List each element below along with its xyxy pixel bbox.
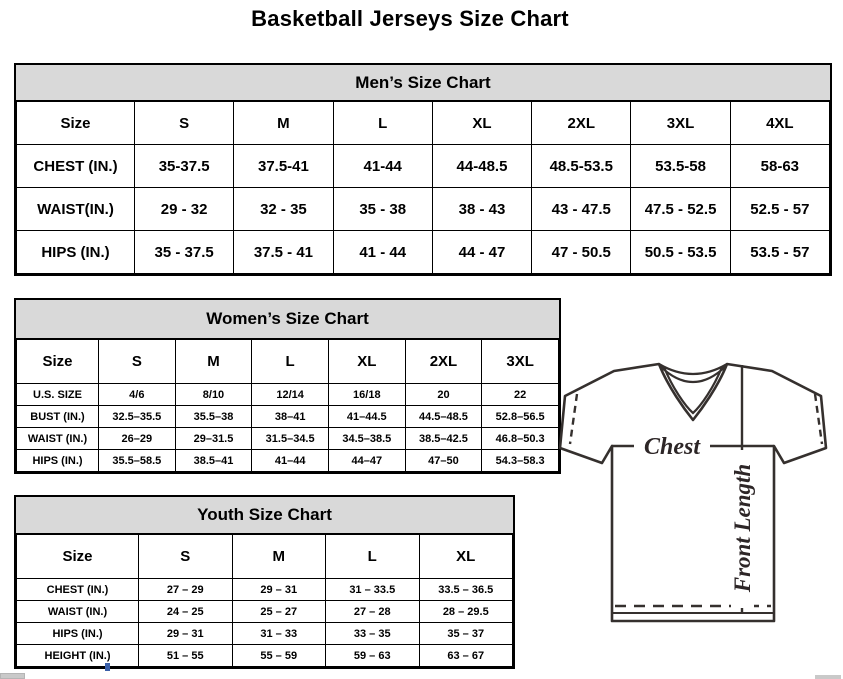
youth-size-table bbox=[16, 534, 513, 667]
measurement-cell: 41 - 44 bbox=[333, 231, 432, 274]
youth-size-chart bbox=[14, 495, 515, 669]
size-column-header: XL bbox=[432, 102, 531, 145]
measurement-row bbox=[17, 579, 513, 601]
size-column-header: M bbox=[175, 340, 252, 384]
measurement-cell: 28 – 29.5 bbox=[419, 601, 513, 623]
measurement-cell: 31 – 33 bbox=[232, 623, 326, 645]
measurement-row bbox=[17, 645, 513, 667]
size-column-header: M bbox=[234, 102, 333, 145]
measurement-row bbox=[17, 384, 559, 406]
measurement-row bbox=[17, 406, 559, 428]
womens-size-table bbox=[16, 339, 559, 472]
measurement-cell: 52.5 - 57 bbox=[730, 188, 829, 231]
measurement-cell: 44.5–48.5 bbox=[405, 406, 482, 428]
measurement-cell: 50.5 - 53.5 bbox=[631, 231, 730, 274]
row-label: CHEST (IN.) bbox=[17, 145, 135, 188]
size-column-header: XL bbox=[328, 340, 405, 384]
measurement-cell: 52.8–56.5 bbox=[482, 406, 559, 428]
measurement-cell: 37.5-41 bbox=[234, 145, 333, 188]
measurement-cell: 31 – 33.5 bbox=[326, 579, 420, 601]
womens-chart-header: Women’s Size Chart bbox=[16, 300, 559, 339]
measurement-cell: 16/18 bbox=[328, 384, 405, 406]
measurement-cell: 47 - 50.5 bbox=[532, 231, 631, 274]
size-column-header: 3XL bbox=[482, 340, 559, 384]
measurement-cell: 22 bbox=[482, 384, 559, 406]
row-label: CHEST (IN.) bbox=[17, 579, 139, 601]
measurement-cell: 58-63 bbox=[730, 145, 829, 188]
scrollbar-fragment-left[interactable] bbox=[0, 673, 25, 679]
measurement-cell: 35 – 37 bbox=[419, 623, 513, 645]
mens-size-chart bbox=[14, 63, 832, 276]
row-label: HIPS (IN.) bbox=[17, 231, 135, 274]
measurement-cell: 32.5–35.5 bbox=[99, 406, 176, 428]
measurement-cell: 55 – 59 bbox=[232, 645, 326, 667]
measurement-row bbox=[17, 623, 513, 645]
row-label: HIPS (IN.) bbox=[17, 450, 99, 472]
row-label: HIPS (IN.) bbox=[17, 623, 139, 645]
row-label: BUST (IN.) bbox=[17, 406, 99, 428]
measurement-cell: 47–50 bbox=[405, 450, 482, 472]
measurement-row bbox=[17, 188, 830, 231]
youth-chart-header: Youth Size Chart bbox=[16, 497, 513, 534]
measurement-cell: 53.5 - 57 bbox=[730, 231, 829, 274]
chest-label: Chest bbox=[643, 434, 701, 460]
size-column-header: L bbox=[333, 102, 432, 145]
blue-mark-artifact bbox=[105, 663, 110, 671]
measurement-cell: 32 - 35 bbox=[234, 188, 333, 231]
measurement-cell: 29 – 31 bbox=[139, 623, 233, 645]
measurement-cell: 43 - 47.5 bbox=[532, 188, 631, 231]
measurement-cell: 12/14 bbox=[252, 384, 329, 406]
measurement-cell: 41–44 bbox=[252, 450, 329, 472]
measurement-cell: 48.5-53.5 bbox=[532, 145, 631, 188]
size-header-cell: Size bbox=[17, 340, 99, 384]
size-header-cell: Size bbox=[17, 535, 139, 579]
measurement-cell: 38 - 43 bbox=[432, 188, 531, 231]
measurement-cell: 4/6 bbox=[99, 384, 176, 406]
measurement-cell: 54.3–58.3 bbox=[482, 450, 559, 472]
size-column-header: XL bbox=[419, 535, 513, 579]
measurement-cell: 38.5–41 bbox=[175, 450, 252, 472]
scrollbar-fragment-right[interactable] bbox=[815, 675, 841, 679]
size-header-row bbox=[17, 102, 830, 145]
measurement-cell: 25 – 27 bbox=[232, 601, 326, 623]
row-label: HEIGHT (IN.) bbox=[17, 645, 139, 667]
measurement-cell: 41–44.5 bbox=[328, 406, 405, 428]
jersey-outline bbox=[560, 364, 826, 621]
measurement-row bbox=[17, 601, 513, 623]
row-label: WAIST (IN.) bbox=[17, 601, 139, 623]
mens-size-table bbox=[16, 101, 830, 274]
measurement-row bbox=[17, 428, 559, 450]
measurement-cell: 63 – 67 bbox=[419, 645, 513, 667]
measurement-cell: 20 bbox=[405, 384, 482, 406]
front-length-label: Front Length bbox=[730, 463, 755, 593]
womens-size-chart bbox=[14, 298, 561, 474]
measurement-cell: 29–31.5 bbox=[175, 428, 252, 450]
measurement-cell: 41-44 bbox=[333, 145, 432, 188]
row-label: U.S. SIZE bbox=[17, 384, 99, 406]
size-column-header: S bbox=[139, 535, 233, 579]
measurement-cell: 8/10 bbox=[175, 384, 252, 406]
measurement-cell: 53.5-58 bbox=[631, 145, 730, 188]
measurement-cell: 31.5–34.5 bbox=[252, 428, 329, 450]
jersey-measurement-diagram bbox=[552, 356, 840, 628]
row-label: WAIST(IN.) bbox=[17, 188, 135, 231]
measurement-cell: 24 – 25 bbox=[139, 601, 233, 623]
size-column-header: 3XL bbox=[631, 102, 730, 145]
measurement-cell: 59 – 63 bbox=[326, 645, 420, 667]
mens-chart-header: Men’s Size Chart bbox=[16, 65, 830, 101]
size-column-header: S bbox=[99, 340, 176, 384]
measurement-cell: 26–29 bbox=[99, 428, 176, 450]
measurement-cell: 27 – 29 bbox=[139, 579, 233, 601]
measurement-cell: 38–41 bbox=[252, 406, 329, 428]
page-title: Basketball Jerseys Size Chart bbox=[251, 6, 569, 31]
size-column-header: 4XL bbox=[730, 102, 829, 145]
measurement-cell: 34.5–38.5 bbox=[328, 428, 405, 450]
row-label: WAIST (IN.) bbox=[17, 428, 99, 450]
measurement-cell: 27 – 28 bbox=[326, 601, 420, 623]
size-header-row bbox=[17, 340, 559, 384]
measurement-cell: 46.8–50.3 bbox=[482, 428, 559, 450]
size-column-header: 2XL bbox=[405, 340, 482, 384]
measurement-cell: 35.5–38 bbox=[175, 406, 252, 428]
measurement-cell: 33.5 – 36.5 bbox=[419, 579, 513, 601]
measurement-cell: 37.5 - 41 bbox=[234, 231, 333, 274]
measurement-cell: 44–47 bbox=[328, 450, 405, 472]
size-column-header: L bbox=[326, 535, 420, 579]
size-header-cell: Size bbox=[17, 102, 135, 145]
measurement-cell: 51 – 55 bbox=[139, 645, 233, 667]
size-column-header: M bbox=[232, 535, 326, 579]
size-column-header: S bbox=[135, 102, 234, 145]
measurement-cell: 44-48.5 bbox=[432, 145, 531, 188]
measurement-cell: 35 - 38 bbox=[333, 188, 432, 231]
size-column-header: 2XL bbox=[532, 102, 631, 145]
measurement-row bbox=[17, 450, 559, 472]
size-column-header: L bbox=[252, 340, 329, 384]
measurement-cell: 35.5–58.5 bbox=[99, 450, 176, 472]
measurement-cell: 33 – 35 bbox=[326, 623, 420, 645]
measurement-cell: 29 - 32 bbox=[135, 188, 234, 231]
measurement-cell: 35 - 37.5 bbox=[135, 231, 234, 274]
measurement-row bbox=[17, 231, 830, 274]
measurement-cell: 38.5–42.5 bbox=[405, 428, 482, 450]
size-header-row bbox=[17, 535, 513, 579]
measurement-row bbox=[17, 145, 830, 188]
measurement-cell: 44 - 47 bbox=[432, 231, 531, 274]
measurement-cell: 29 – 31 bbox=[232, 579, 326, 601]
measurement-cell: 47.5 - 52.5 bbox=[631, 188, 730, 231]
measurement-cell: 35-37.5 bbox=[135, 145, 234, 188]
